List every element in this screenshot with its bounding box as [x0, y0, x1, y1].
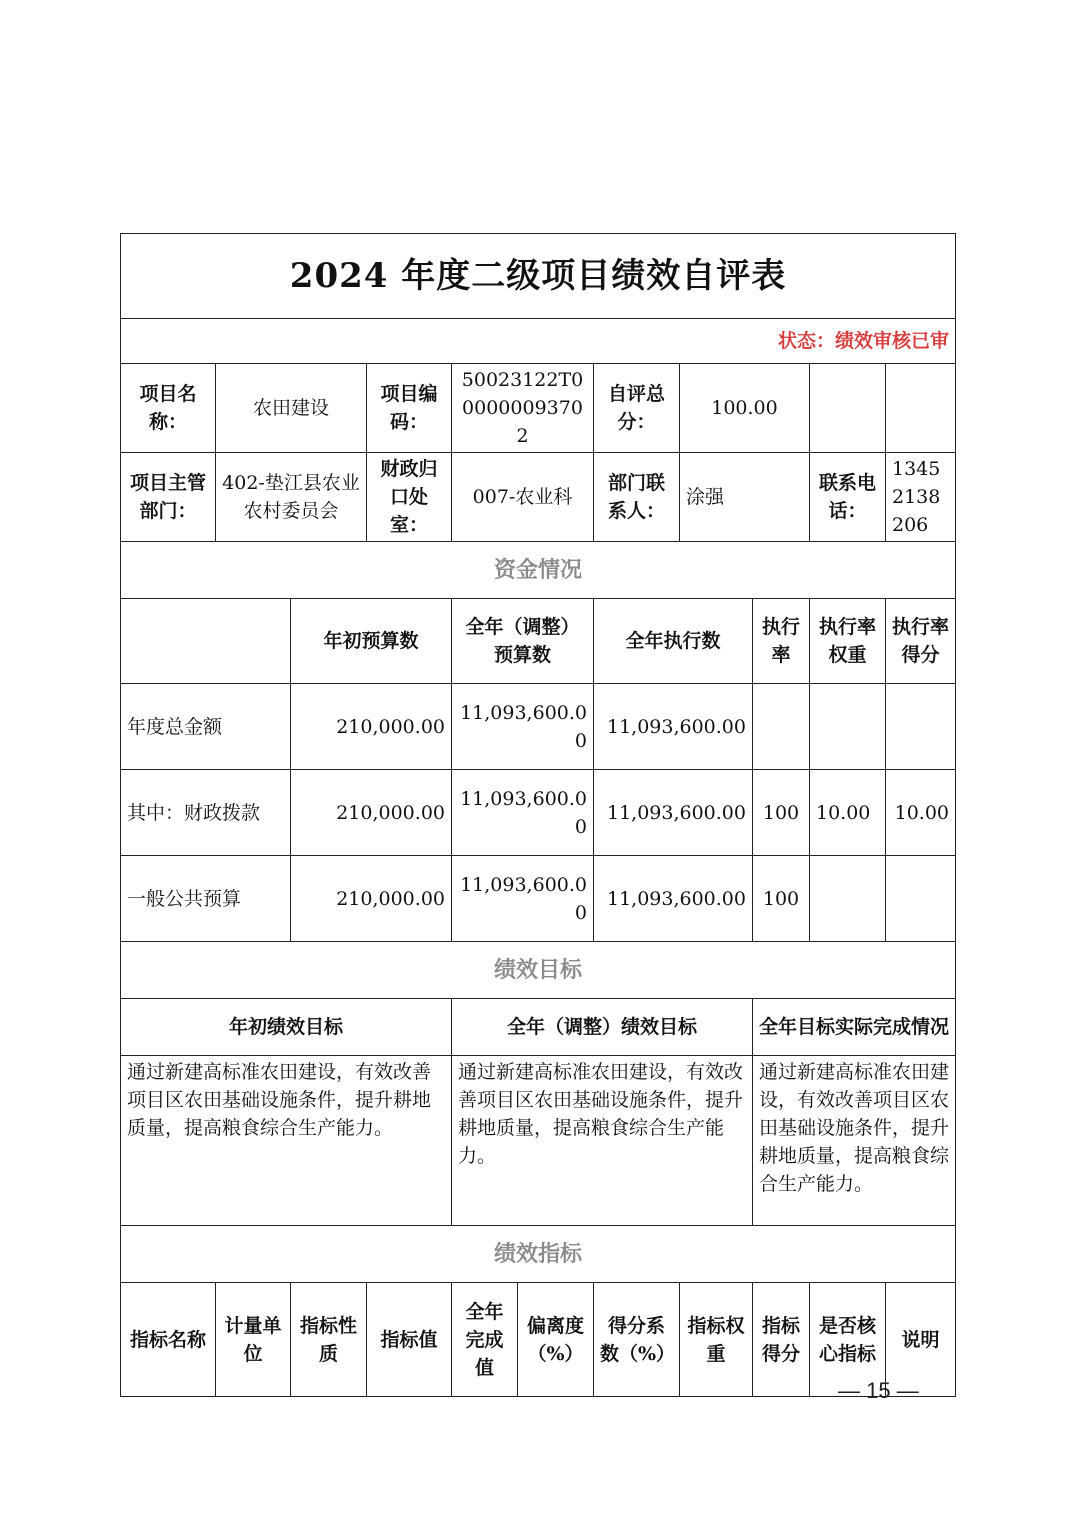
funds-row-initial: 210,000.00 — [291, 684, 452, 770]
funds-header-adjusted: 全年（调整）预算数 — [452, 599, 594, 684]
phone-label: 联系电话： — [810, 453, 886, 542]
finance-office-label: 财政归口处室： — [367, 453, 452, 542]
funds-header-initial: 年初预算数 — [291, 599, 452, 684]
contact-label: 部门联系人： — [594, 453, 680, 542]
indicator-header-value: 指标值 — [367, 1283, 452, 1397]
project-code-value: 50023122T000000093702 — [452, 364, 594, 453]
funds-row-name: 其中：财政拨款 — [121, 770, 291, 856]
funds-row-initial: 210,000.00 — [291, 856, 452, 942]
project-name-value: 农田建设 — [216, 364, 367, 453]
project-name-label: 项目名称： — [121, 364, 216, 453]
funds-row-weight — [810, 856, 886, 942]
funds-row-weight: 10.00 — [810, 770, 886, 856]
indicator-header-weight: 指标权重 — [680, 1283, 753, 1397]
table-row — [121, 856, 956, 942]
status-text: 状态：绩效审核已审 — [121, 319, 956, 364]
empty-cell — [886, 364, 956, 453]
goal-initial-text: 通过新建高标准农田建设，有效改善项目区农田基础设施条件，提升耕地质量，提高粮食综合生产能力。 — [121, 1056, 452, 1226]
dept-label: 项目主管部门： — [121, 453, 216, 542]
table-row — [121, 770, 956, 856]
page-number: — 15 — — [838, 1378, 919, 1403]
contact-value: 涂强 — [680, 453, 810, 542]
indicator-header-coefficient: 得分系数（%） — [594, 1283, 680, 1397]
goals-header-initial: 年初绩效目标 — [121, 999, 452, 1056]
funds-row-initial: 210,000.00 — [291, 770, 452, 856]
indicator-header-completed: 全年完成值 — [452, 1283, 518, 1397]
funds-row-name: 年度总金额 — [121, 684, 291, 770]
indicator-header-note: 说明 — [886, 1283, 956, 1397]
table-row — [121, 684, 956, 770]
indicator-header-name: 指标名称 — [121, 1283, 216, 1397]
form-title: 2024 年度二级项目绩效自评表 — [121, 234, 956, 319]
dept-value: 402-垫江县农业农村委员会 — [216, 453, 367, 542]
funds-header-executed: 全年执行数 — [594, 599, 753, 684]
funds-row-adjusted: 11,093,600.00 — [452, 684, 594, 770]
performance-self-evaluation-table — [120, 233, 956, 1397]
funds-row-rate: 100 — [753, 770, 810, 856]
funds-header-blank — [121, 599, 291, 684]
funds-row-executed: 11,093,600.00 — [594, 856, 753, 942]
goal-actual-text: 通过新建高标准农田建设，有效改善项目区农田基础设施条件，提升耕地质量，提高粮食综合生产能力。 — [753, 1056, 956, 1226]
indicator-header-score: 指标得分 — [753, 1283, 810, 1397]
funds-row-weight — [810, 684, 886, 770]
indicator-header-deviation: 偏离度（%） — [518, 1283, 594, 1397]
funds-header-score: 执行率得分 — [886, 599, 956, 684]
funds-row-adjusted: 11,093,600.00 — [452, 856, 594, 942]
funds-row-score — [886, 856, 956, 942]
self-score-label: 自评总分： — [594, 364, 680, 453]
funds-row-adjusted: 11,093,600.00 — [452, 770, 594, 856]
finance-office-value: 007-农业科 — [452, 453, 594, 542]
funds-row-executed: 11,093,600.00 — [594, 770, 753, 856]
funds-row-score: 10.00 — [886, 770, 956, 856]
indicator-header-core: 是否核心指标 — [810, 1283, 886, 1397]
indicators-section-title: 绩效指标 — [121, 1226, 956, 1283]
funds-row-rate: 100 — [753, 856, 810, 942]
indicator-header-nature: 指标性质 — [291, 1283, 367, 1397]
goals-header-actual: 全年目标实际完成情况 — [753, 999, 956, 1056]
indicator-header-unit: 计量单位 — [216, 1283, 291, 1397]
goals-header-adjusted: 全年（调整）绩效目标 — [452, 999, 753, 1056]
self-score-value: 100.00 — [680, 364, 810, 453]
goals-section-title: 绩效目标 — [121, 942, 956, 999]
funds-row-executed: 11,093,600.00 — [594, 684, 753, 770]
funds-row-score — [886, 684, 956, 770]
funds-row-name: 一般公共预算 — [121, 856, 291, 942]
goal-adjusted-text: 通过新建高标准农田建设，有效改善项目区农田基础设施条件，提升耕地质量，提高粮食综合生产能力。 — [452, 1056, 753, 1226]
funds-header-weight: 执行率权重 — [810, 599, 886, 684]
funds-row-rate — [753, 684, 810, 770]
funds-section-title: 资金情况 — [121, 542, 956, 599]
empty-cell — [810, 364, 886, 453]
project-code-label: 项目编码： — [367, 364, 452, 453]
funds-header-rate: 执行率 — [753, 599, 810, 684]
phone-value: 13452138206 — [886, 453, 956, 542]
